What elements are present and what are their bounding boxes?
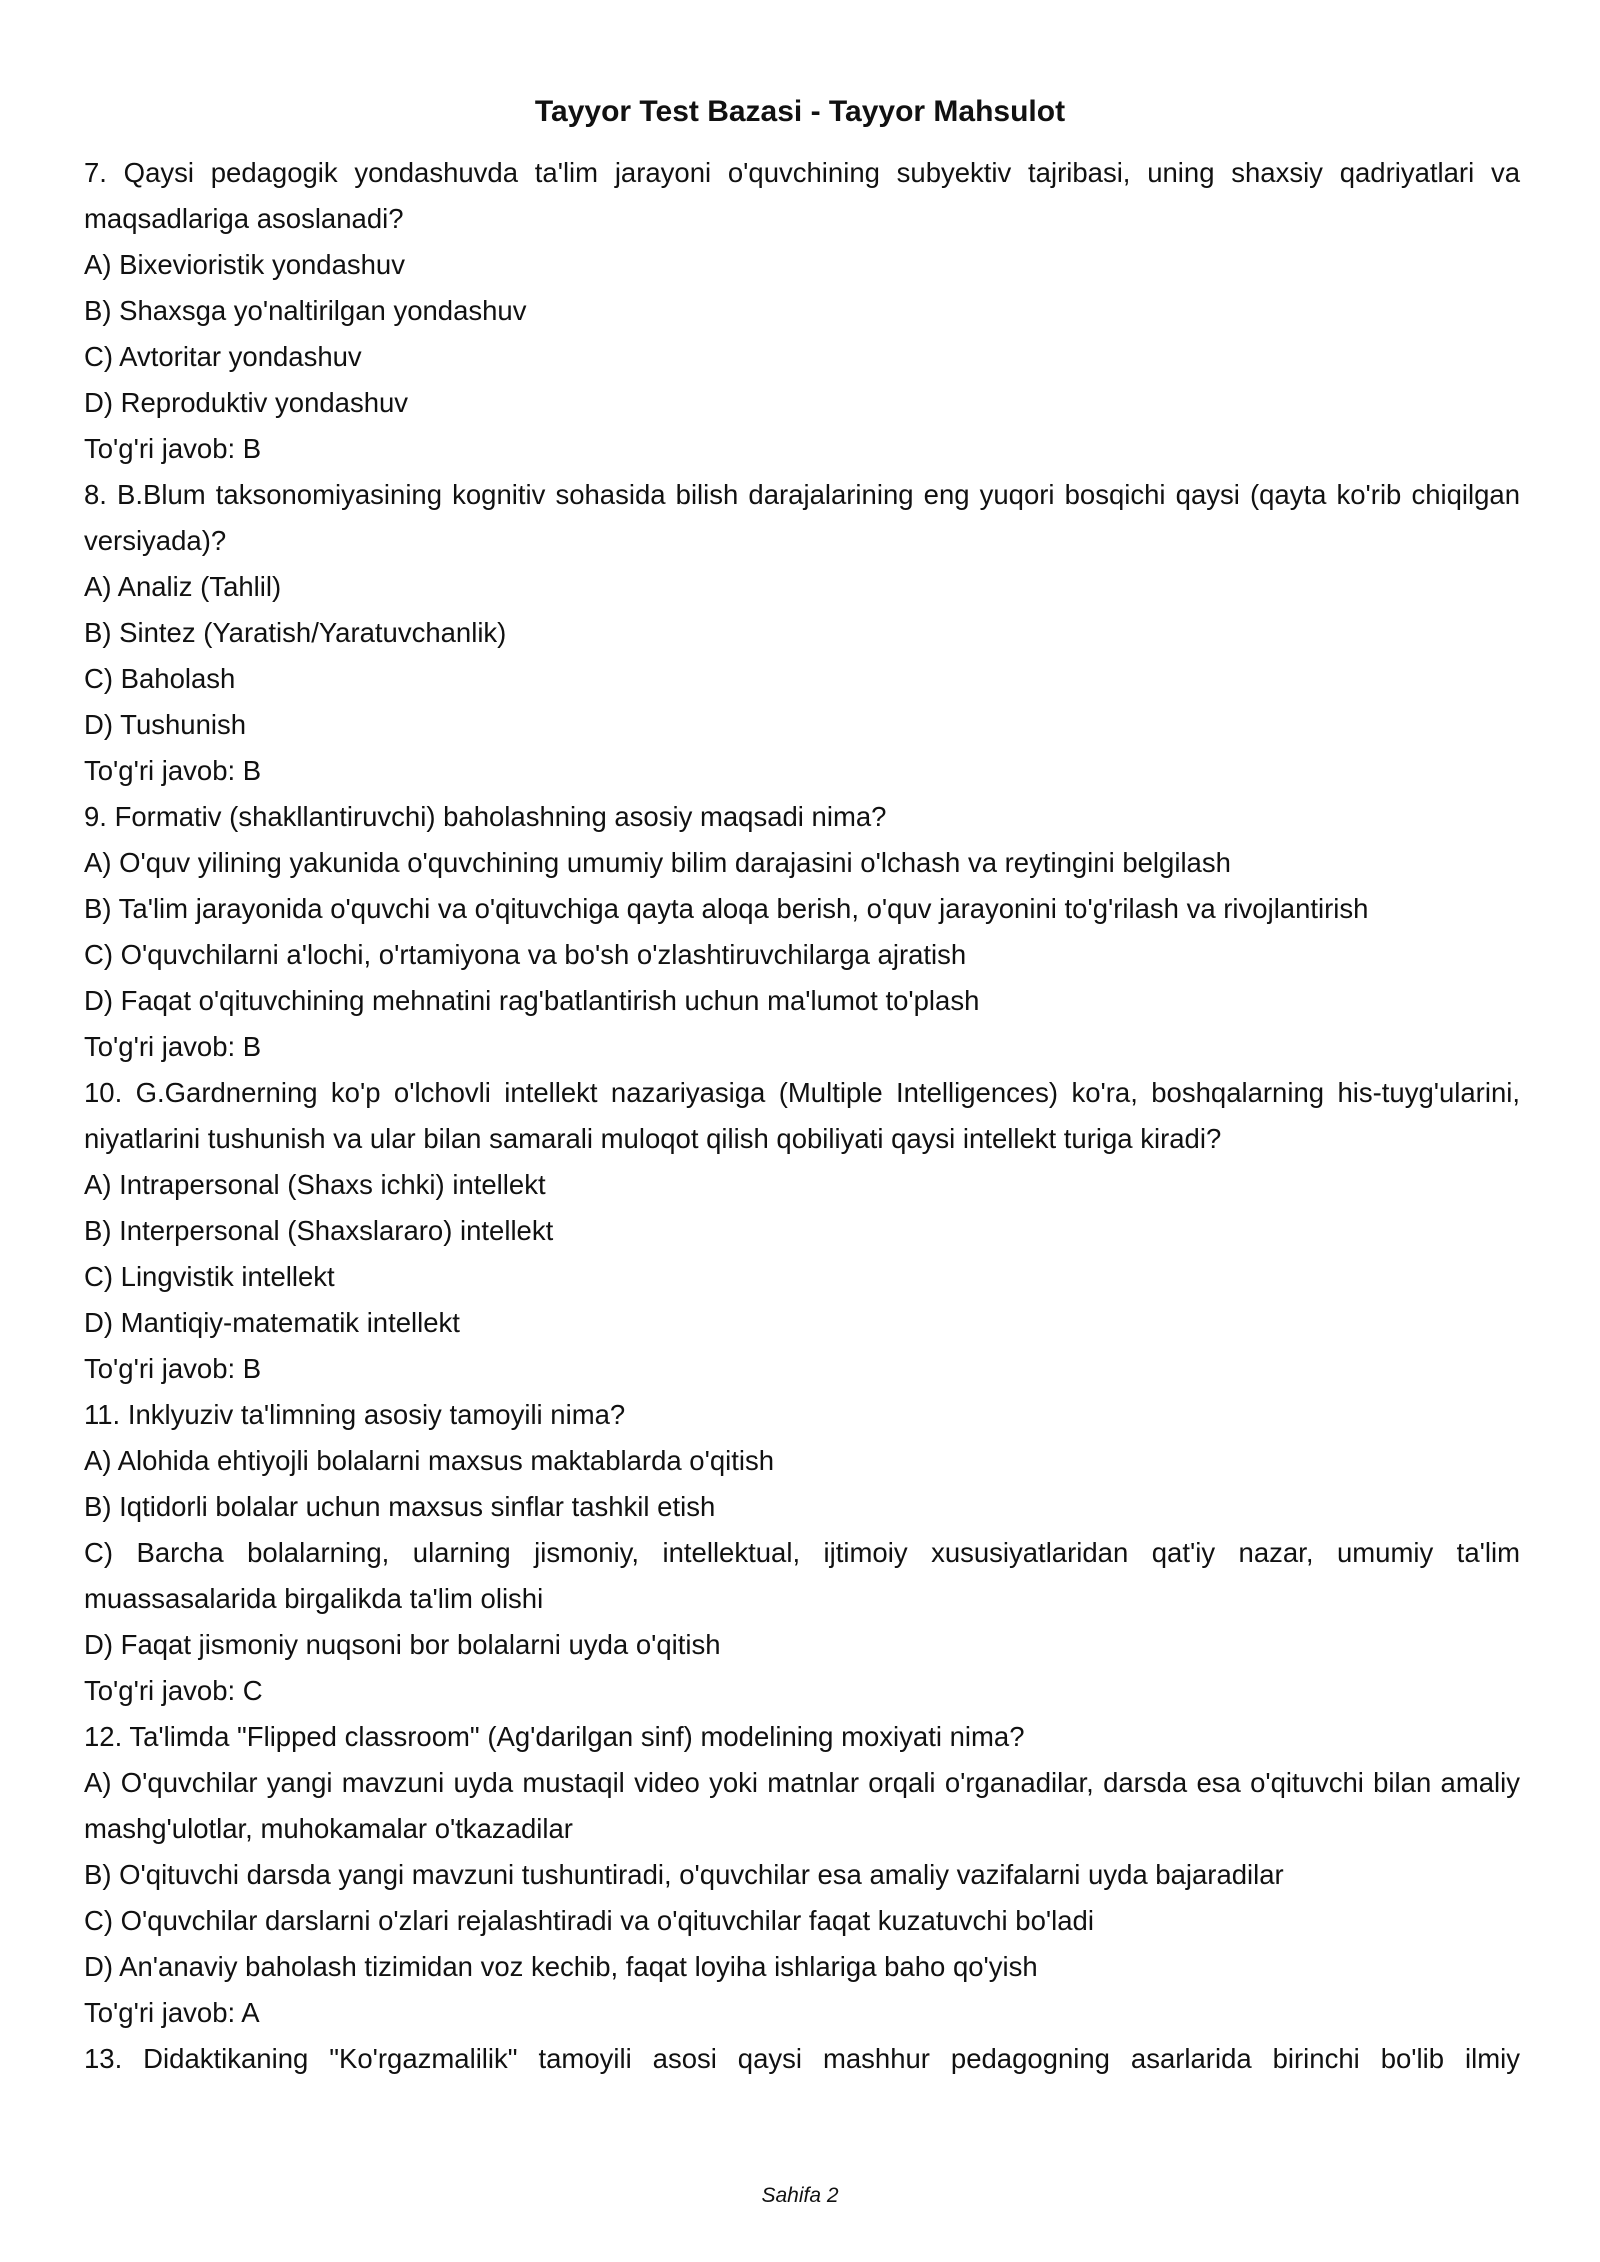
answer-option: B) Iqtidorli bolalar uchun maxsus sinflar tashkil etish [84, 1491, 716, 1522]
correct-answer: To'g'ri javob: C [84, 1675, 263, 1706]
answer-option: B) Sintez (Yaratish/Yaratuvchanlik) [84, 617, 507, 648]
question-text: 9. Formativ (shakllantiruvchi) baholashning asosiy maqsadi nima? [84, 801, 887, 832]
answer-option: D) Faqat o'qituvchining mehnatini rag'batlantirish uchun ma'lumot to'plash [84, 985, 980, 1016]
question-list [84, 150, 1520, 2082]
answer-option: A) Alohida ehtiyojli bolalarni maxsus maktablarda o'qitish [84, 1445, 775, 1476]
question-block [84, 1392, 1520, 1714]
question-text: 11. Inklyuziv ta'limning asosiy tamoyili nima? [84, 1399, 626, 1430]
question-text: 13. Didaktikaning "Ko'rgazmalilik" tamoyili asosi qaysi mashhur pedagogning asarlarida birinchi bo'lib ilmiy [84, 2043, 1520, 2074]
question-block [84, 472, 1520, 794]
answer-option: D) Faqat jismoniy nuqsoni bor bolalarni uyda o'qitish [84, 1629, 721, 1660]
correct-answer: To'g'ri javob: B [84, 1031, 262, 1062]
answer-option: C) O'quvchilarni a'lochi, o'rtamiyona va bo'sh o'zlashtiruvchilarga ajratish [84, 939, 967, 970]
correct-answer: To'g'ri javob: A [84, 1997, 260, 2028]
question-text: 7. Qaysi pedagogik yondashuvda ta'lim jarayoni o'quvchining subyektiv tajribasi, uning shaxsiy qadriyatlari va maqsadlariga asoslanadi? [84, 157, 1520, 234]
question-block [84, 1070, 1520, 1392]
correct-answer: To'g'ri javob: B [84, 755, 262, 786]
answer-option: D) Reproduktiv yondashuv [84, 387, 409, 418]
answer-option: A) O'quvchilar yangi mavzuni uyda mustaqil video yoki matnlar orqali o'rganadilar, darsda esa o'qituvchi bilan amaliy mashg'ulotlar, muhokamalar o'tkazadilar [84, 1767, 1520, 1844]
question-block [84, 150, 1520, 472]
answer-option: C) Barcha bolalarning, ularning jismoniy, intellektual, ijtimoiy xususiyatlaridan qat'iy nazar, umumiy ta'lim muassasalarida birgalikda ta'lim olishi [84, 1537, 1520, 1614]
answer-option: B) Ta'lim jarayonida o'quvchi va o'qituvchiga qayta aloqa berish, o'quv jarayonini to'g'rilash va rivojlantirish [84, 893, 1369, 924]
answer-option: B) Shaxsga yo'naltirilgan yondashuv [84, 295, 527, 326]
question-text: 10. G.Gardnerning ko'p o'lchovli intellekt nazariyasiga (Multiple Intelligences) ko'ra, boshqalarning his-tuyg'ularini, niyatlarini tushunish va ular bilan samarali muloqot qilish qobiliyati qaysi intellekt turiga kiradi? [84, 1077, 1520, 1154]
question-block [84, 794, 1520, 1070]
answer-option: D) Mantiqiy-matematik intellekt [84, 1307, 460, 1338]
answer-option: C) Lingvistik intellekt [84, 1261, 335, 1292]
correct-answer: To'g'ri javob: B [84, 433, 262, 464]
question-block [84, 1714, 1520, 2036]
answer-option: A) O'quv yilining yakunida o'quvchining umumiy bilim darajasini o'lchash va reytingini belgilash [84, 847, 1231, 878]
answer-option: C) O'quvchilar darslarni o'zlari rejalashtiradi va o'qituvchilar faqat kuzatuvchi bo'ladi [84, 1905, 1094, 1936]
answer-option: B) Interpersonal (Shaxslararo) intellekt [84, 1215, 554, 1246]
answer-option: C) Avtoritar yondashuv [84, 341, 362, 372]
question-text: 8. B.Blum taksonomiyasining kognitiv sohasida bilish darajalarining eng yuqori bosqichi qaysi (qayta ko'rib chiqilgan versiyada)? [84, 479, 1520, 556]
answer-option: A) Analiz (Tahlil) [84, 571, 282, 602]
answer-option: A) Bixevioristik yondashuv [84, 249, 405, 280]
page-title: Tayyor Test Bazasi - Tayyor Mahsulot [534, 95, 1066, 128]
answer-option: D) Tushunish [84, 709, 247, 740]
question-block [84, 2036, 1520, 2082]
correct-answer: To'g'ri javob: B [84, 1353, 262, 1384]
answer-option: A) Intrapersonal (Shaxs ichki) intellekt [84, 1169, 546, 1200]
answer-option: D) An'anaviy baholash tizimidan voz kechib, faqat loyiha ishlariga baho qo'yish [84, 1951, 1038, 1982]
answer-option: B) O'qituvchi darsda yangi mavzuni tushuntiradi, o'quvchilar esa amaliy vazifalarni uyda bajaradilar [84, 1859, 1284, 1890]
answer-option: C) Baholash [84, 663, 236, 694]
question-text: 12. Ta'limda "Flipped classroom" (Ag'darilgan sinf) modelining moxiyati nima? [84, 1721, 1025, 1752]
page-number: Sahifa 2 [761, 2184, 839, 2207]
